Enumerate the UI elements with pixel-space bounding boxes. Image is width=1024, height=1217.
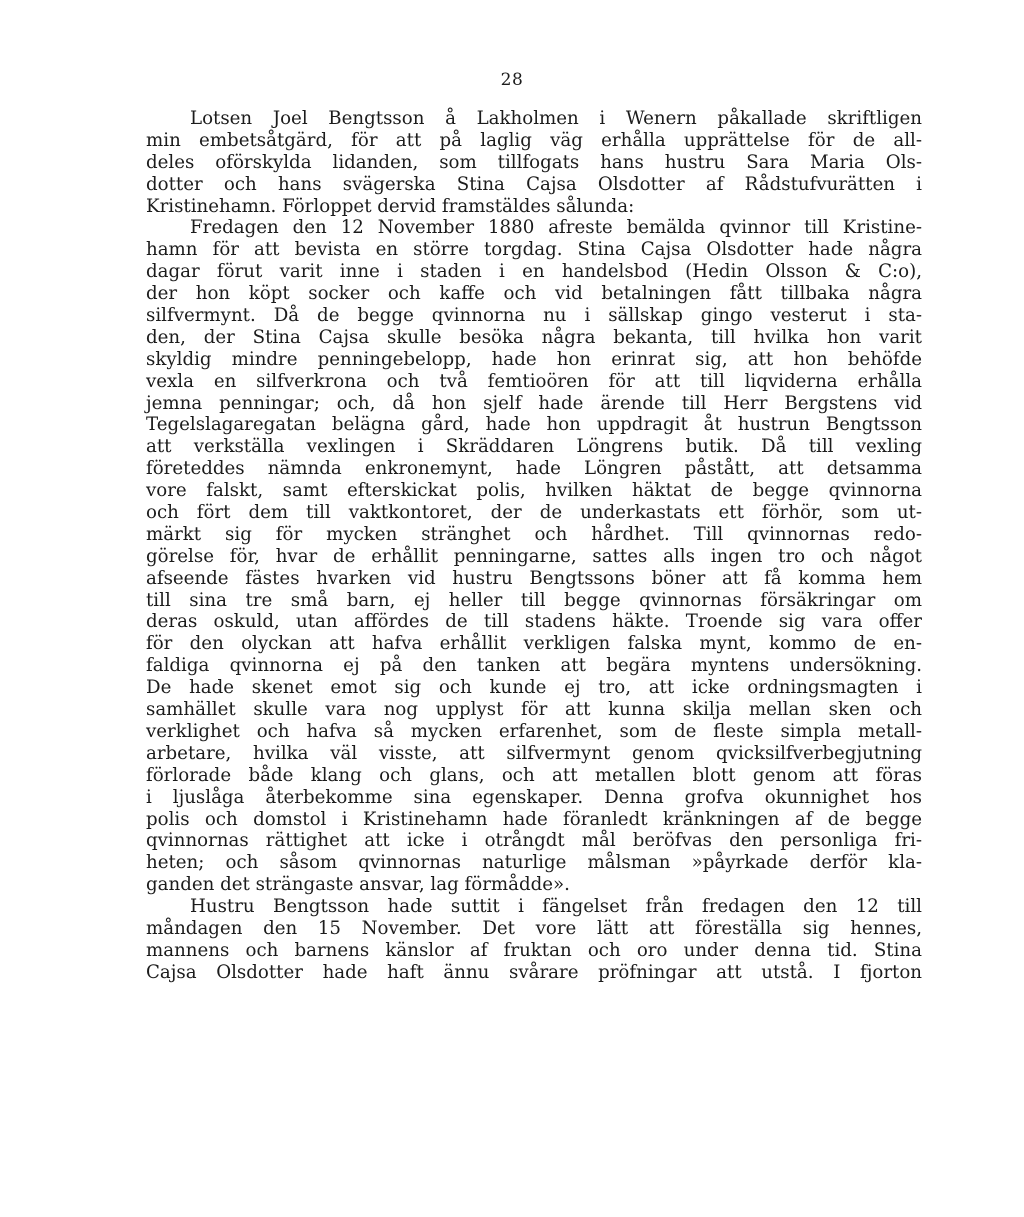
body-text <box>146 108 922 984</box>
text-line: min embetsåtgärd, för att på laglig väg erhålla upprättelse för de all- <box>146 129 922 151</box>
text-line: till sina tre små barn, ej heller till begge qvinnornas försäkringar om <box>146 589 922 611</box>
text-line: afseende fästes hvarken vid hustru Bengtssons böner att få komma hem <box>146 567 922 589</box>
text-line: deras oskuld, utan affördes de till stadens häkte. Troende sig vara offer <box>146 611 922 633</box>
text-line: hamn för att bevista en större torgdag. Stina Cajsa Olsdotter hade några <box>146 239 922 261</box>
text-line: måndagen den 15 November. Det vore lätt att föreställa sig hennes, <box>146 917 922 939</box>
text-line: qvinnornas rättighet att icke i otrångdt mål beröfvas den personliga fri- <box>146 830 922 852</box>
text-line: att verkställa vexlingen i Skräddaren Löngrens butik. Då till vexling <box>146 436 922 458</box>
text-line: verklighet och hafva så mycken erfarenhet, som de fleste simpla metall- <box>146 720 922 742</box>
text-line: heten; och såsom qvinnornas naturlige målsman »påyrkade derför kla- <box>146 852 922 874</box>
text-line: Hustru Bengtsson hade suttit i fängelset från fredagen den 12 till <box>190 896 922 918</box>
text-line: mannens och barnens känslor af fruktan och oro under denna tid. Stina <box>146 939 922 961</box>
text-line: och fört dem till vaktkontoret, der de underkastats ett förhör, som ut- <box>146 502 922 524</box>
text-line: deles oförskylda lidanden, som tillfogats hans hustru Sara Maria Ols- <box>146 151 922 173</box>
text-line: Tegelslagaregatan belägna gård, hade hon uppdragit åt hustrun Bengtsson <box>146 414 922 436</box>
text-line: skyldig mindre penningebelopp, hade hon erinrat sig, att hon behöfde <box>146 348 922 370</box>
text-line: märkt sig för mycken stränghet och hårdhet. Till qvinnornas redo- <box>146 523 922 545</box>
text-line: der hon köpt socker och kaffe och vid betalningen fått tillbaka några <box>146 283 922 305</box>
text-line: samhället skulle vara nog upplyst för att kunna skilja mellan sken och <box>146 699 922 721</box>
text-line: Kristinehamn. Förloppet dervid framstäldes sålunda: <box>146 195 635 217</box>
text-line: vore falskt, samt efterskickat polis, hvilken häktat de begge qvinnorna <box>146 480 922 502</box>
text-line: faldiga qvinnorna ej på den tanken att begära myntens undersökning. <box>146 655 922 677</box>
text-line: Lotsen Joel Bengtsson å Lakholmen i Wenern påkallade skriftligen <box>190 108 922 129</box>
text-line: polis och domstol i Kristinehamn hade föranledt kränkningen af de begge <box>146 808 922 830</box>
text-line: vexla en silfverkrona och två femtioören för att till liqviderna erhålla <box>146 370 922 392</box>
text-line: i ljuslåga återbekomme sina egenskaper. Denna grofva okunnighet hos <box>146 786 922 808</box>
text-line: dotter och hans svägerska Stina Cajsa Olsdotter af Rådstufvurätten i <box>146 173 922 195</box>
text-line: Fredagen den 12 November 1880 afreste bemälda qvinnor till Kristine- <box>190 217 922 239</box>
text-line: arbetare, hvilka väl visste, att silfvermynt genom qvicksilfverbegjutning <box>146 742 922 764</box>
text-line: silfvermynt. Då de begge qvinnorna nu i sällskap gingo vesterut i sta- <box>146 305 922 327</box>
text-line: dagar förut varit inne i staden i en handelsbod (Hedin Olsson & C:o), <box>146 261 922 283</box>
text-line: den, der Stina Cajsa skulle besöka några bekanta, till hvilka hon varit <box>146 326 922 348</box>
text-line: för den olyckan att hafva erhållit verkligen falska mynt, kommo de en- <box>146 633 922 655</box>
page-number: 28 <box>500 70 524 90</box>
text-line: görelse för, hvar de erhållit penningarne, sattes alls ingen tro och något <box>146 545 922 567</box>
text-line: ganden det strängaste ansvar, lag förmådde». <box>146 874 570 896</box>
text-line: förlorade både klang och glans, och att metallen blott genom att föras <box>146 764 922 786</box>
text-line: jemna penningar; och, då hon sjelf hade ärende till Herr Bergstens vid <box>146 392 922 414</box>
text-line: Cajsa Olsdotter hade haft ännu svårare pröfningar att utstå. I fjorton <box>146 961 922 983</box>
text-line: De hade skenet emot sig och kunde ej tro, att icke ordningsmagten i <box>146 677 922 699</box>
text-line: företeddes nämnda enkronemynt, hade Löngren påstått, att detsamma <box>146 458 922 480</box>
